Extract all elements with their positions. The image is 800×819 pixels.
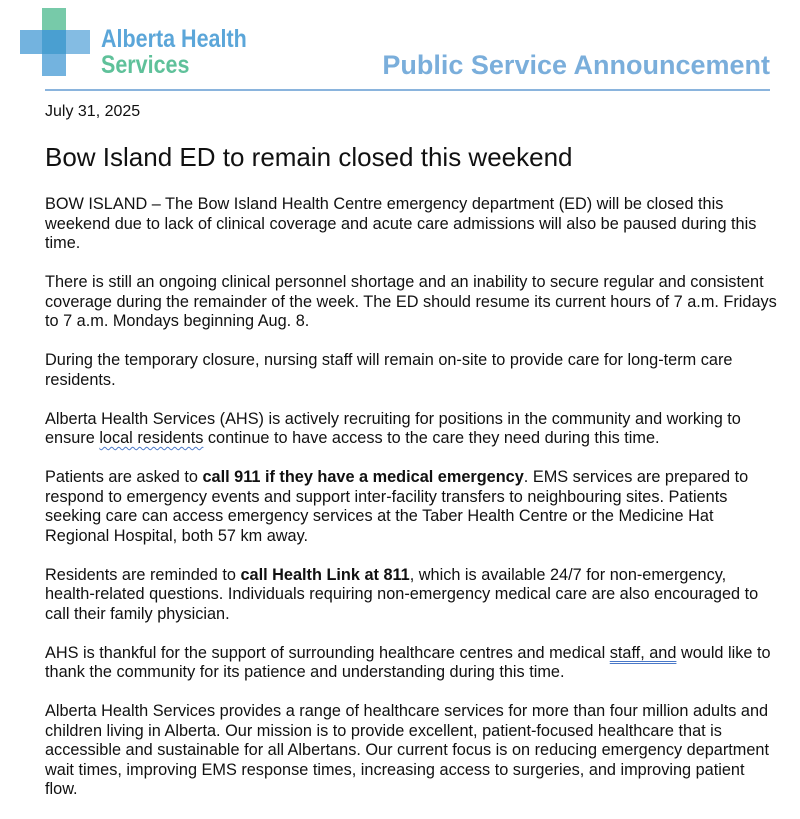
paragraph-about-ahs: Alberta Health Services provides a range of healthcare services for more than four million adults and children living in Alberta. Our mission is to provide excellent, patient-focused healthcare that is accessible and sustainable for all Albertans. Our current focus is on reducing emergency department wait times, improving EMS response times, increasing access to surgeries, and improving patient flow.	[45, 702, 769, 798]
org-name-line1: Alberta Health	[101, 25, 247, 53]
emphasis-health-link: call Health Link at 811	[240, 565, 410, 584]
paragraph-shortage: There is still an ongoing clinical personnel shortage and an inability to secure regular and consistent coverage during the remainder of the week. The ED should resume its current hours of 7 a.m. Fridays to 7 a.m. Mondays beginning Aug. 8.	[45, 273, 777, 330]
text-run: Patients are asked to	[45, 468, 203, 486]
page-title: Bow Island ED to remain closed this weekend	[45, 142, 573, 172]
grammar-marked-text: staff, and	[609, 643, 677, 662]
paragraph-health-link	[45, 566, 780, 625]
paragraph-closure: During the temporary closure, nursing staff will remain on-site to provide care for long-term care residents.	[45, 351, 733, 389]
text-run: continue to have access to the care they need during this time.	[203, 429, 660, 447]
release-date: July 31, 2025	[45, 103, 141, 120]
document-body	[45, 195, 780, 819]
grammar-marked-text: local residents	[99, 429, 204, 447]
ahs-cross-logo-icon	[20, 8, 90, 76]
paragraph-recruiting	[45, 410, 780, 449]
text-run: Alberta Health Services (AHS) is actively recruiting for positions in the community and working to ensure	[45, 409, 741, 447]
document-header	[0, 0, 800, 95]
text-run: . EMS services are prepared to respond to emergency events and support inter-facility transfers to neighbouring sites. Patients seeking care can access emergency services at the Taber Health Centre or the Medicine Hat Regional Hospital, both 57 km away.	[45, 468, 749, 545]
text-run: would like to thank the community for its patience and understanding during this time.	[45, 643, 771, 681]
text-run: , which is available 24/7 for non-emergency, health-related questions. Individuals requiring non-emergency medical care are also encouraged to call their family physician.	[45, 565, 759, 623]
paragraph-emergency	[45, 468, 780, 546]
header-divider	[45, 89, 770, 91]
paragraph-intro: BOW ISLAND – The Bow Island Health Centre emergency department (ED) will be closed this weekend due to lack of clinical coverage and acute care admissions will also be paused during this time.	[45, 195, 757, 252]
emphasis-call-911: call 911 if they have a medical emergency	[202, 468, 524, 486]
paragraph-thanks	[45, 644, 780, 683]
org-name-line2: Services	[101, 51, 190, 79]
text-run: Residents are reminded to	[45, 565, 241, 584]
text-run: AHS is thankful for the support of surrounding healthcare centres and medical	[45, 643, 610, 662]
organization-name	[101, 26, 247, 78]
announcement-label: Public Service Announcement	[382, 50, 770, 80]
